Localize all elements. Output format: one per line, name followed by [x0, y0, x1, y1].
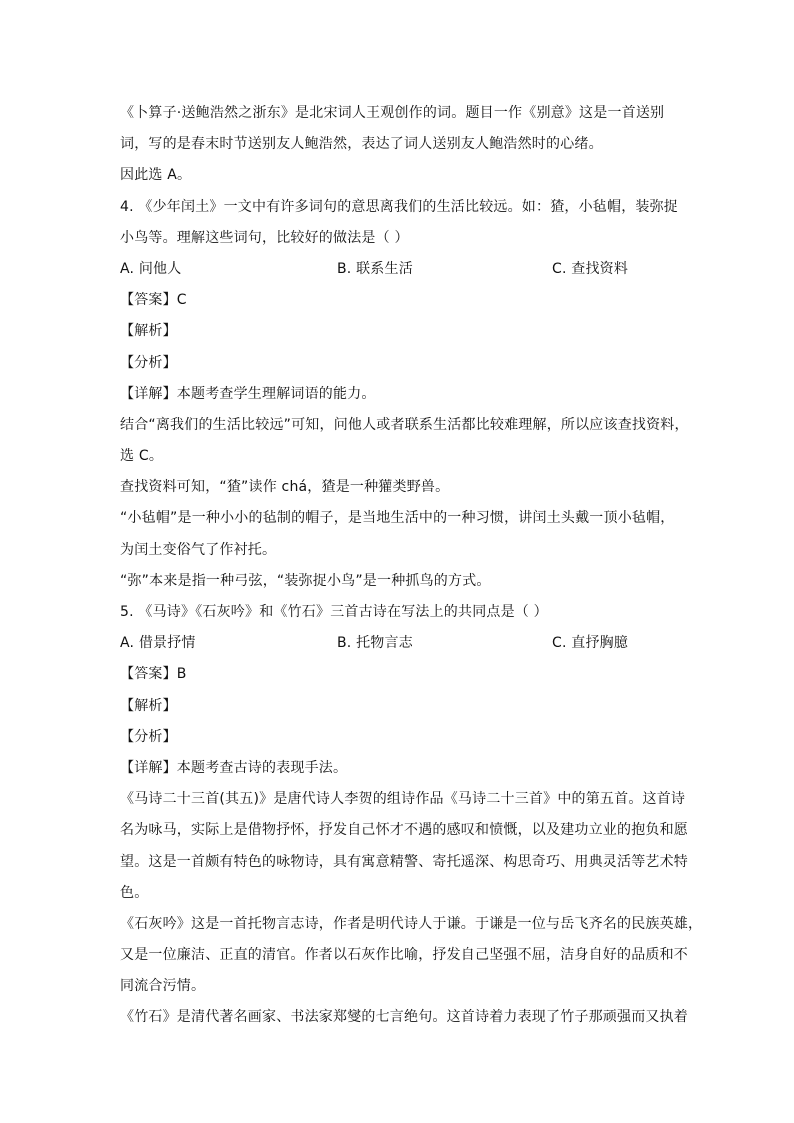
option-a: A. 问他人 — [120, 260, 182, 277]
question-4-detail: “小毡帽”是一种小小的毡制的帽子，是当地生活中的一种习惯，讲闰土头戴一顶小毡帽， — [120, 510, 675, 527]
question-5-fenxi: 【分析】 — [120, 728, 177, 745]
question-5-detail: 《竹石》是清代著名画家、书法家郑燮的七言绝句。这首诗着力表现了竹子那顽强而又执着 — [120, 1009, 688, 1026]
text-line: 词，写的是春末时节送别友人鲍浩然，表达了词人送别友人鲍浩然时的心绪。 — [120, 136, 603, 153]
question-4-fenxi: 【分析】 — [120, 354, 177, 371]
question-5-jiexi: 【解析】 — [120, 697, 177, 714]
question-4-answer: 【答案】C — [120, 292, 187, 309]
option-c: C. 直抒胸臆 — [552, 635, 629, 652]
question-5-detail: 【详解】本题考查古诗的表现手法。 — [120, 759, 348, 776]
question-4-detail: “弥”本来是指一种弓弦，“装弥捉小鸟”是一种抓鸟的方式。 — [120, 572, 491, 589]
question-5-detail: 色。 — [120, 884, 149, 901]
question-5-detail: 同流合污情。 — [120, 978, 206, 995]
question-5-options — [120, 628, 680, 659]
document-body — [120, 98, 703, 1034]
question-4-stem: 4. 《少年闰土》一文中有许多词句的意思离我们的生活比较远。如：猹，小毡帽，装弥捉 — [120, 198, 679, 215]
option-b: B. 托物言志 — [337, 635, 413, 652]
question-4-jiexi: 【解析】 — [120, 323, 177, 340]
question-4-detail: 选 C。 — [120, 448, 164, 465]
option-a: A. 借景抒情 — [120, 635, 196, 652]
text-line: 因此选 A。 — [120, 167, 192, 184]
question-5-detail: 名为咏马，实际上是借物抒怀，抒发自己怀才不遇的感叹和愤慨，以及建功立业的抱负和愿 — [120, 822, 688, 839]
question-4-detail: 【详解】本题考查学生理解词语的能力。 — [120, 385, 376, 402]
question-4-detail: 查找资料可知，“猹”读作 chá，猹是一种獾类野兽。 — [120, 479, 450, 496]
question-4-options — [120, 254, 680, 285]
option-c: C. 查找资料 — [552, 260, 629, 277]
question-5-detail: 《马诗二十三首(其五)》是唐代诗人李贺的组诗作品《马诗二十三首》中的第五首。这首诗 — [120, 791, 686, 808]
question-4-detail: 结合“离我们的生活比较远”可知，问他人或者联系生活都比较难理解，所以应该查找资料， — [120, 416, 689, 433]
option-b: B. 联系生活 — [337, 260, 413, 277]
question-5-detail: 望。这是一首颇有特色的咏物诗，具有寓意精警、寄托遥深、构思奇巧、用典灵活等艺术特 — [120, 853, 688, 870]
question-5-stem: 5. 《马诗》《石灰吟》和《竹石》三首古诗在写法上的共同点是（ ） — [120, 604, 548, 620]
question-4-detail: 为闰土变俗气了作衬托。 — [120, 541, 277, 558]
text-line: 《卜算子·送鲍浩然之浙东》是北宋词人王观创作的词。题目一作《别意》这是一首送别 — [120, 105, 665, 121]
question-5-detail: 又是一位廉洁、正直的清官。作者以石灰作比喻，抒发自己坚强不屈，洁身自好的品质和不 — [120, 947, 688, 964]
question-5-answer: 【答案】B — [120, 666, 187, 683]
question-4-stem: 小鸟等。理解这些词句，比较好的做法是（ ） — [120, 229, 409, 246]
question-5-detail: 《石灰吟》这是一首托物言志诗，作者是明代诗人于谦。于谦是一位与岳飞齐名的民族英雄， — [120, 915, 703, 932]
